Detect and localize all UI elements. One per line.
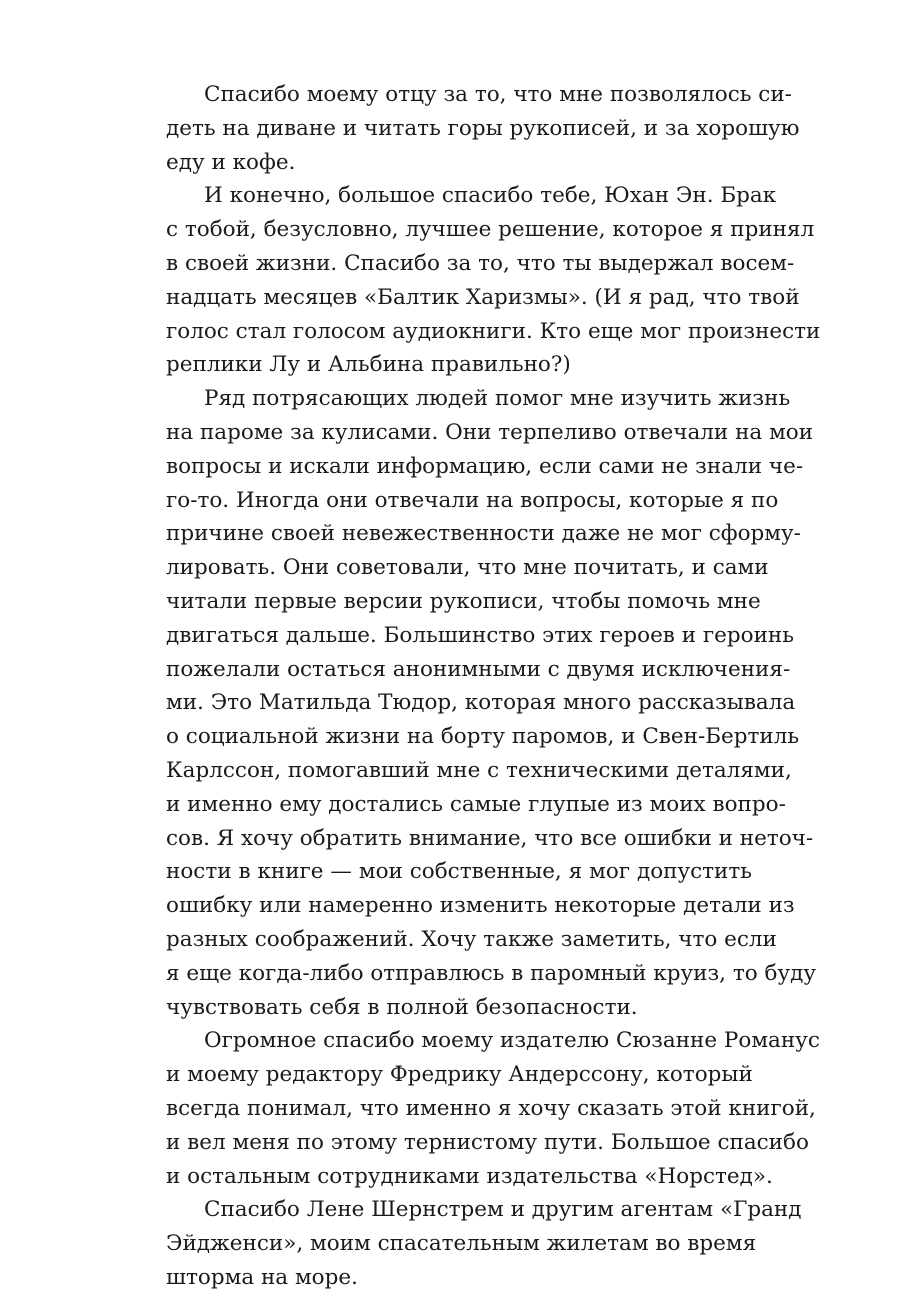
text-line: пожелали остаться анонимными с двумя исключения- xyxy=(166,656,791,682)
text-line: на пароме за кулисами. Они терпеливо отвечали на мои xyxy=(166,419,814,445)
acknowledgements-text xyxy=(166,78,821,1295)
text-line: и именно ему достались самые глупые из моих вопро- xyxy=(166,791,786,817)
text-line: Ряд потрясающих людей помог мне изучить жизнь xyxy=(204,386,791,412)
paragraph xyxy=(166,1024,820,1193)
text-line: шторма на море. xyxy=(166,1264,358,1290)
text-line: Спасибо Лене Шернстрем и другим агентам «Гранд xyxy=(204,1197,802,1223)
paragraph xyxy=(166,78,800,179)
text-line: всегда понимал, что именно я хочу сказать этой книгой, xyxy=(166,1095,816,1121)
text-line: деть на диване и читать горы рукописей, и за хорошую xyxy=(166,115,800,141)
text-line: Огромное спасибо моему издателю Сюзанне Романус xyxy=(204,1028,820,1054)
text-line: чувствовать себя в полной безопасности. xyxy=(166,994,638,1020)
text-line: и остальным сотрудниками издательства «Норстед». xyxy=(166,1163,773,1189)
text-line: лировать. Они советовали, что мне почитать, и сами xyxy=(166,555,769,581)
text-line: Спасибо моему отцу за то, что мне позволялось си- xyxy=(204,82,792,107)
text-line: го-то. Иногда они отвечали на вопросы, которые я по xyxy=(166,487,779,513)
text-line: и моему редактору Фредрику Андерссону, который xyxy=(166,1062,753,1088)
text-line: еду и кофе. xyxy=(166,149,296,175)
text-line: читали первые версии рукописи, чтобы помочь мне xyxy=(166,588,761,614)
text-line: голос стал голосом аудиокниги. Кто еще мог произнести xyxy=(166,318,821,344)
text-line: ности в книге — мои собственные, я мог допустить xyxy=(166,859,752,885)
text-line: причине своей невежественности даже не мог сформу- xyxy=(166,521,801,547)
text-line: и вел меня по этому тернистому пути. Большое спасибо xyxy=(166,1129,809,1155)
text-line: И конечно, большое спасибо тебе, Юхан Эн. Брак xyxy=(204,183,777,209)
text-line: вопросы и искали информацию, если сами не знали че- xyxy=(166,453,804,479)
text-line: с тобой, безусловно, лучшее решение, которое я принял xyxy=(166,217,815,243)
text-line: надцать месяцев «Балтик Харизмы». (И я рад, что твой xyxy=(166,284,800,310)
text-line: ми. Это Матильда Тюдор, которая много рассказывала xyxy=(166,690,796,716)
text-line: о социальной жизни на борту паромов, и Свен-Бертиль xyxy=(166,724,800,750)
text-line: разных соображений. Хочу также заметить, что если xyxy=(166,926,777,952)
paragraph xyxy=(166,1193,802,1294)
text-line: я еще когда-либо отправлюсь в паромный круиз, то буду xyxy=(166,960,817,986)
text-line: ошибку или намеренно изменить некоторые детали из xyxy=(166,893,795,919)
paragraph xyxy=(166,179,821,382)
text-line: Карлссон, помогавший мне с техническими деталями, xyxy=(166,757,792,783)
text-line: в своей жизни. Спасибо за то, что ты выдержал восем- xyxy=(166,250,795,276)
text-line: двигаться дальше. Большинство этих героев и героинь xyxy=(166,622,794,648)
paragraph xyxy=(166,382,817,1024)
text-line: реплики Лу и Альбина правильно?) xyxy=(166,352,571,378)
text-line: Эйдженси», моим спасательным жилетам во время xyxy=(166,1231,757,1257)
text-line: сов. Я хочу обратить внимание, что все ошибки и неточ- xyxy=(166,825,814,851)
